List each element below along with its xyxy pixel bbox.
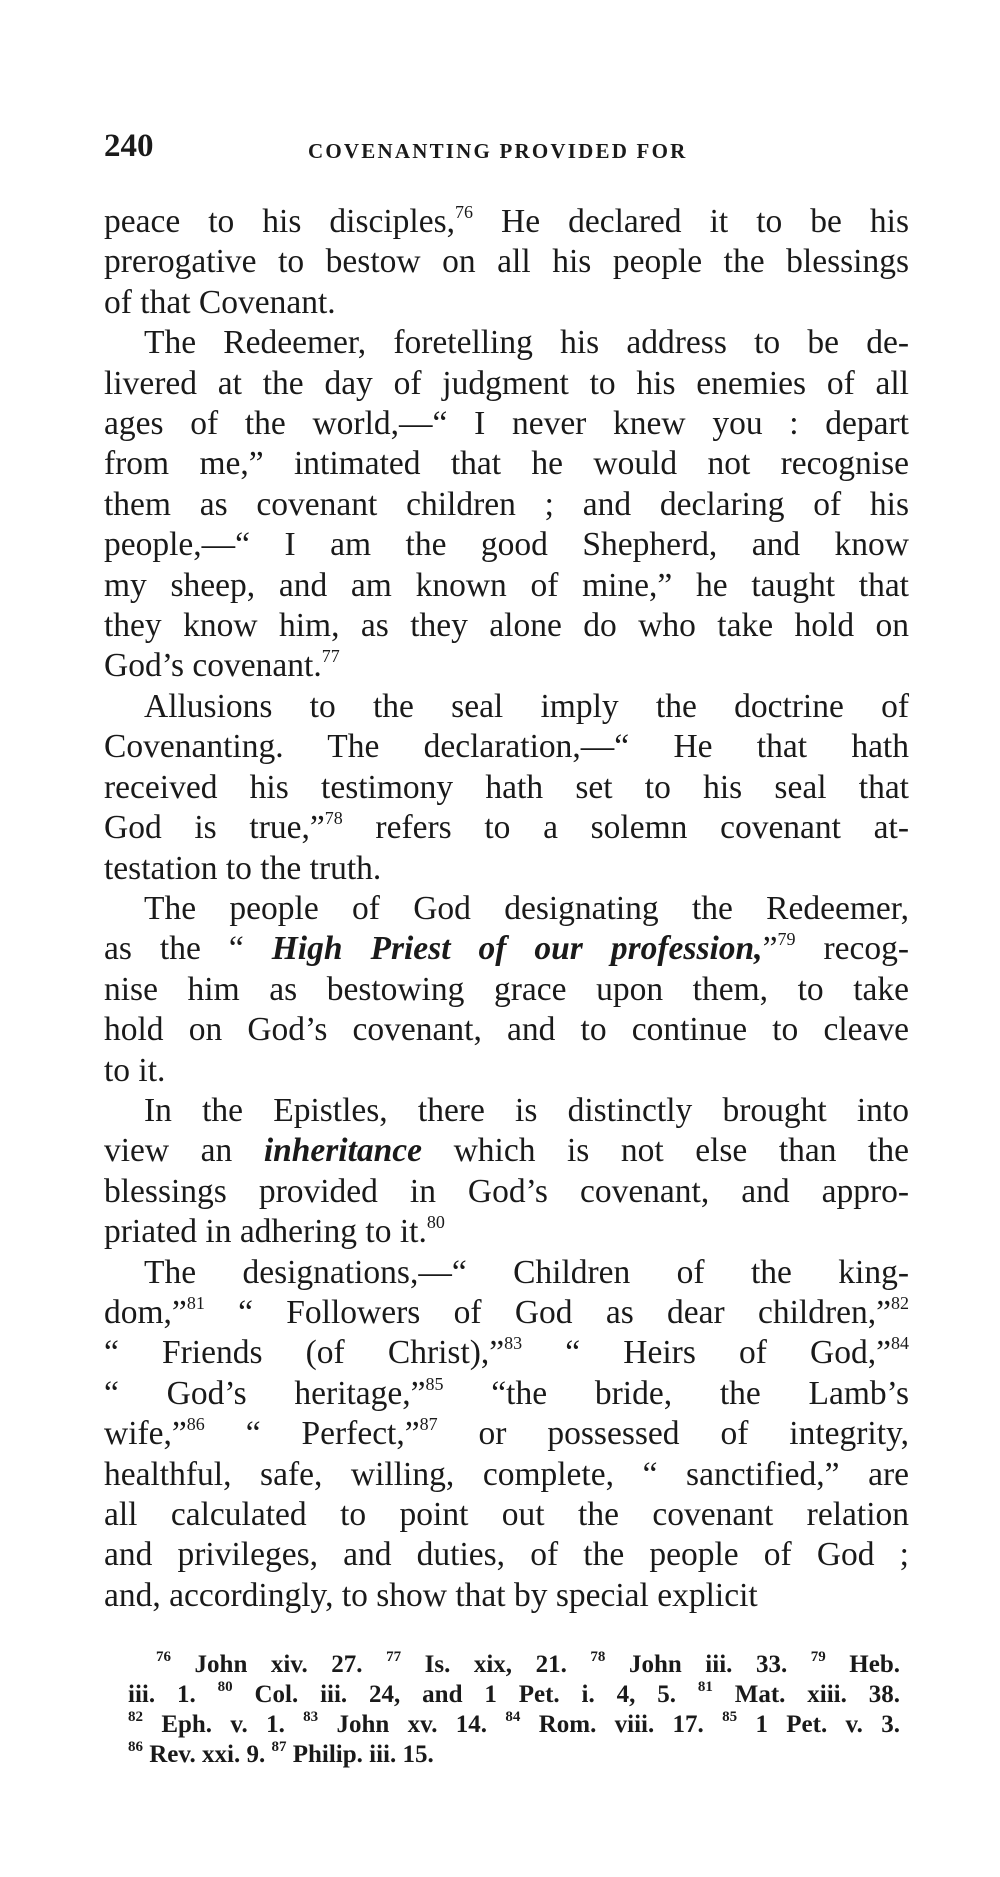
- text-line: dom,”$^{81}$ “ Followers of God as dear children,”$^{82}$: [104, 1292, 909, 1331]
- italic-phrase: inheritance: [263, 1132, 423, 1170]
- text-line: wife,”$^{86}$ “ Perfect,”$^{87}$ or possessed of integrity,: [104, 1414, 909, 1453]
- page-header: [104, 128, 904, 168]
- text-line: of that Covenant.: [104, 283, 336, 321]
- running-head: COVENANTING PROVIDED FOR: [308, 139, 688, 163]
- paragraph: [104, 1091, 909, 1253]
- text-line: priated in adhering to it.$^{80}$: [104, 1212, 445, 1251]
- text-line: view an inheritance which is not else than the: [104, 1132, 909, 1170]
- text-line: people,—“ I am the good Shepherd, and know: [104, 526, 909, 564]
- text-line: and, accordingly, to show that by special explicit: [104, 1576, 758, 1614]
- footnote-ref: 86: [186, 1414, 205, 1435]
- text-line: my sheep, and am known of mine,” he taught that: [104, 566, 909, 604]
- footnote-number: 79: [810, 1649, 826, 1665]
- text-line: blessings provided in God’s covenant, and appro-: [104, 1172, 909, 1210]
- text-line: “ God’s heritage,”$^{85}$ “the bride, the Lamb’s: [104, 1373, 909, 1412]
- italic-phrase: High Priest of our profession,: [271, 930, 763, 968]
- footnote-line: $^{76}$ John xiv. 27. $^{77}$ Is. xix, 21. $^{78}$ John iii. 33. $^{79}$ Heb.: [156, 1649, 900, 1678]
- text-line: from me,” intimated that he would not recognise: [104, 445, 909, 483]
- footnote-ref: 80: [426, 1212, 445, 1233]
- footnote-line: $^{82}$ Eph. v. 1. $^{83}$ John xv. 14. $^{84}$ Rom. viii. 17. $^{85}$ 1 Pet. v. 3.: [128, 1709, 900, 1738]
- footnote-number: 77: [386, 1649, 402, 1665]
- footnote-ref: 78: [324, 808, 343, 829]
- footnote-ref: 77: [321, 646, 340, 667]
- footnote-ref: 83: [504, 1333, 523, 1354]
- text-line: received his testimony hath set to his seal that: [104, 768, 909, 806]
- footnote-ref: 81: [186, 1292, 205, 1313]
- text-line: all calculated to point out the covenant relation: [104, 1496, 909, 1533]
- page-number: 240: [104, 128, 154, 164]
- footnotes: [128, 1650, 900, 1770]
- paragraph: [104, 889, 909, 1091]
- text-line: livered at the day of judgment to his enemies of all: [104, 364, 909, 402]
- text-line: The designations,—“ Children of the king-: [144, 1253, 909, 1291]
- text-line: In the Epistles, there is distinctly brought into: [144, 1091, 909, 1129]
- text-line: “ Friends (of Christ),”$^{83}$ “ Heirs of God,”$^{84}$: [104, 1333, 909, 1372]
- footnote-number: 76: [156, 1649, 171, 1665]
- text-line: Covenanting. The declaration,—“ He that hath: [104, 728, 909, 766]
- paragraph: [104, 687, 909, 889]
- text-line: hold on God’s covenant, and to continue to cleave: [104, 1011, 909, 1049]
- footnote-ref: 87: [419, 1414, 438, 1435]
- text-line: they know him, as they alone do who take hold on: [104, 607, 909, 645]
- text-line: The Redeemer, foretelling his address to be de-: [144, 324, 909, 362]
- footnote-number: 78: [590, 1649, 606, 1665]
- footnote-number: 84: [505, 1709, 521, 1725]
- text-line: prerogative to bestow on all his people the blessings: [104, 243, 909, 281]
- text-line: ages of the world,—“ I never knew you : depart: [104, 405, 909, 443]
- footnote-number: 81: [697, 1679, 713, 1695]
- text-line: Allusions to the seal imply the doctrine of: [144, 687, 909, 725]
- footnote-number: 83: [303, 1709, 319, 1725]
- text-line: God’s covenant.$^{77}$: [104, 646, 340, 685]
- paragraph: [104, 323, 909, 687]
- footnote-ref: 76: [455, 202, 474, 222]
- text-line: to it.: [104, 1051, 166, 1089]
- text-line: The people of God designating the Redeemer,: [144, 889, 909, 927]
- text-line: healthful, safe, willing, complete, “ sanctified,” are: [104, 1455, 909, 1493]
- body-text: [104, 202, 909, 1616]
- text-line: peace to his disciples,$^{76}$ He declared it to be his: [104, 202, 909, 240]
- footnote-number: 82: [128, 1709, 143, 1725]
- text-line: them as covenant children ; and declaring of his: [104, 485, 909, 523]
- text-line: testation to the truth.: [104, 849, 382, 887]
- footnote-ref: 79: [777, 929, 796, 950]
- footnote-number: 80: [217, 1679, 233, 1695]
- footnote-ref: 85: [425, 1373, 444, 1394]
- footnote-ref: 84: [891, 1333, 909, 1354]
- footnote-number: 86: [128, 1739, 143, 1755]
- footnote-line: $^{86}$ Rev. xxi. 9. $^{87}$ Philip. iii. 15.: [128, 1739, 434, 1768]
- text-line: as the “ High Priest of our profession,”$^{79}$ recog-: [104, 929, 909, 968]
- paragraph: [104, 202, 909, 323]
- footnote-number: 85: [722, 1709, 738, 1725]
- text-line: and privileges, and duties, of the people of God ;: [104, 1536, 909, 1574]
- footnote-ref: 82: [891, 1292, 909, 1313]
- footnote-line: iii. 1. $^{80}$ Col. iii. 24, and 1 Pet. i. 4, 5. $^{81}$ Mat. xiii. 38.: [128, 1679, 900, 1708]
- text-line: nise him as bestowing grace upon them, to take: [104, 970, 909, 1008]
- paragraph: [104, 1253, 909, 1617]
- footnote-number: 87: [271, 1739, 287, 1755]
- text-line: God is true,”$^{78}$ refers to a solemn covenant at-: [104, 808, 909, 847]
